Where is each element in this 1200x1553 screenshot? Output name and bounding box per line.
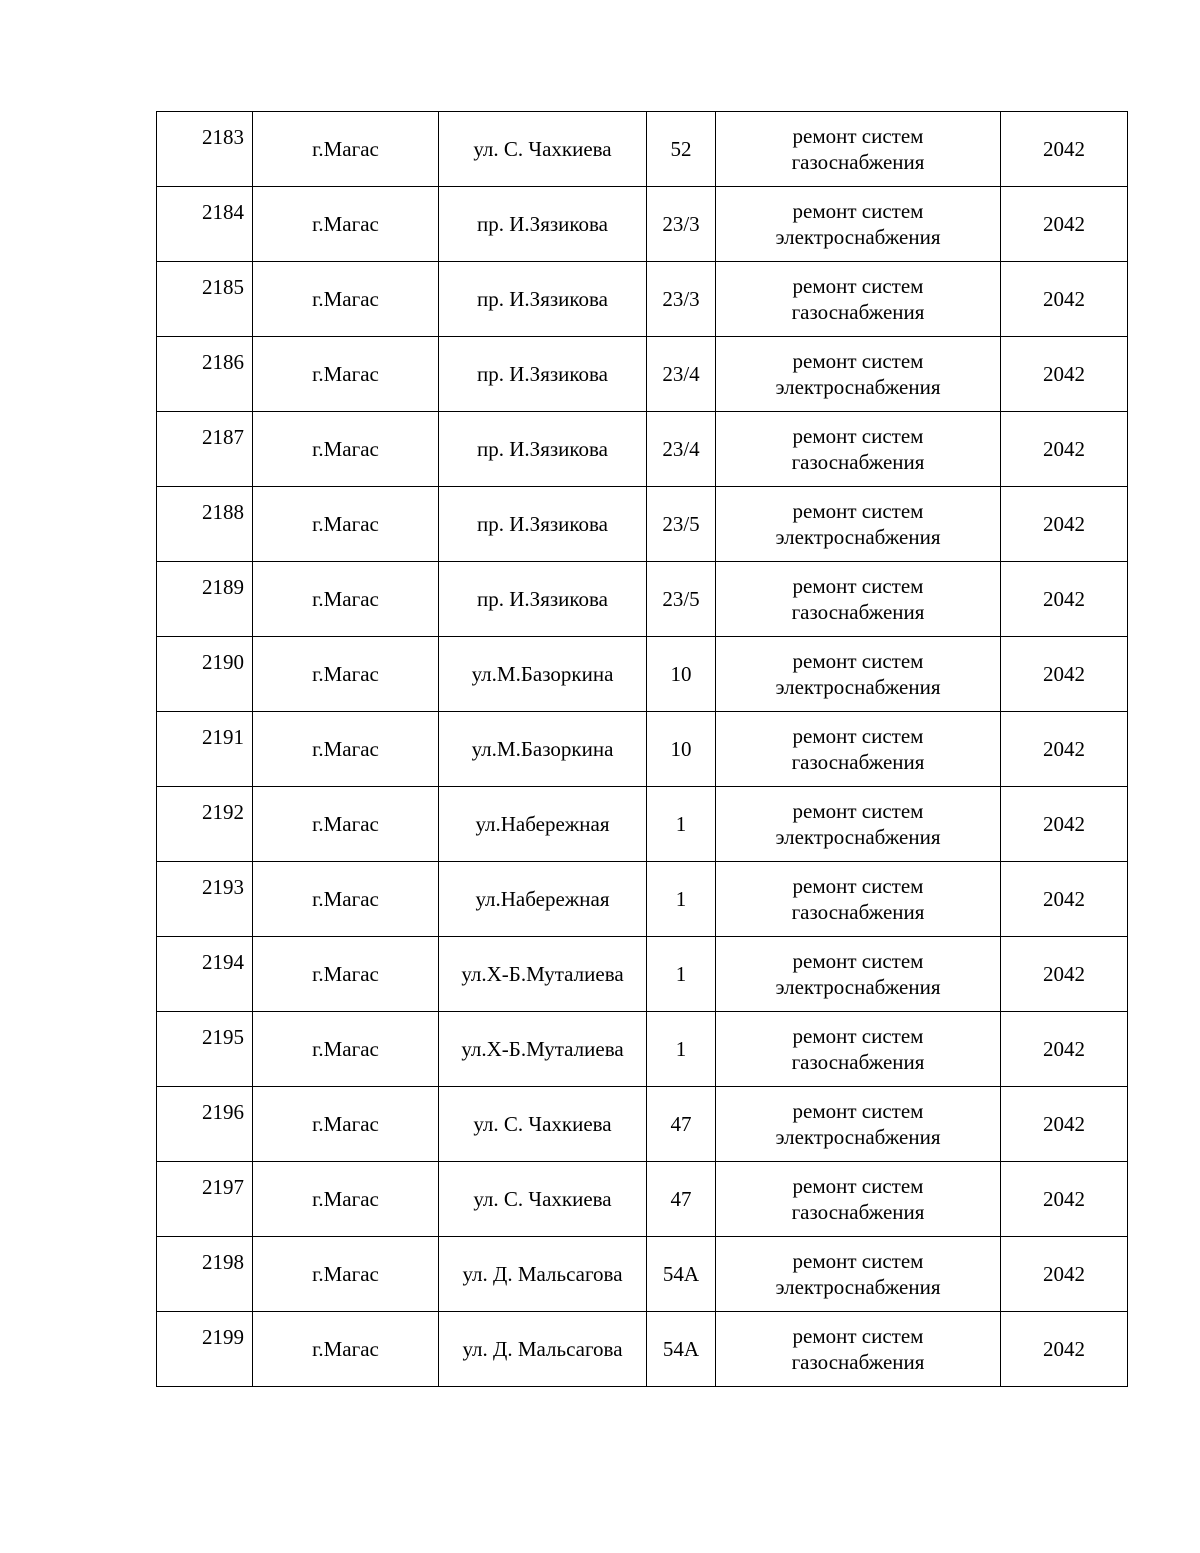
- work-type-cell: [716, 262, 1001, 337]
- year-cell: 2042: [1001, 1312, 1128, 1387]
- street-cell: ул.М.Базоркина: [439, 712, 647, 787]
- work-type-text: ремонт систем газоснабжения: [791, 724, 925, 774]
- city-cell: г.Магас: [253, 787, 439, 862]
- year-cell: 2042: [1001, 112, 1128, 187]
- work-type-cell: [716, 1237, 1001, 1312]
- city-cell: г.Магас: [253, 412, 439, 487]
- house-number-cell: 47: [647, 1087, 716, 1162]
- house-number-cell: 23/4: [647, 412, 716, 487]
- table-row: [157, 637, 1128, 712]
- work-type-cell: [716, 187, 1001, 262]
- table-row: [157, 1012, 1128, 1087]
- work-type-text: ремонт систем газоснабжения: [791, 424, 925, 474]
- row-number-cell: 2185: [157, 262, 253, 337]
- street-cell: пр. И.Зязикова: [439, 412, 647, 487]
- city-cell: г.Магас: [253, 1237, 439, 1312]
- city-cell: г.Магас: [253, 1087, 439, 1162]
- work-type-text: ремонт систем газоснабжения: [791, 274, 925, 324]
- house-number-cell: 1: [647, 862, 716, 937]
- street-cell: ул. Д. Мальсагова: [439, 1237, 647, 1312]
- city-cell: г.Магас: [253, 337, 439, 412]
- work-type-text: ремонт систем газоснабжения: [791, 574, 925, 624]
- work-type-cell: [716, 712, 1001, 787]
- row-number-cell: 2183: [157, 112, 253, 187]
- street-cell: ул. С. Чахкиева: [439, 1087, 647, 1162]
- year-cell: 2042: [1001, 862, 1128, 937]
- house-number-cell: 54А: [647, 1237, 716, 1312]
- table-row: [157, 937, 1128, 1012]
- work-type-cell: [716, 1012, 1001, 1087]
- row-number-cell: 2190: [157, 637, 253, 712]
- house-number-cell: 23/4: [647, 337, 716, 412]
- table-row: [157, 1312, 1128, 1387]
- table-row: [157, 562, 1128, 637]
- year-cell: 2042: [1001, 937, 1128, 1012]
- year-cell: 2042: [1001, 562, 1128, 637]
- year-cell: 2042: [1001, 712, 1128, 787]
- table-row: [157, 862, 1128, 937]
- work-type-text: ремонт систем электроснабжения: [775, 1099, 941, 1149]
- row-number-cell: 2198: [157, 1237, 253, 1312]
- house-number-cell: 10: [647, 712, 716, 787]
- house-number-cell: 1: [647, 787, 716, 862]
- street-cell: ул.Х-Б.Муталиева: [439, 937, 647, 1012]
- street-cell: ул. Д. Мальсагова: [439, 1312, 647, 1387]
- city-cell: г.Магас: [253, 262, 439, 337]
- street-cell: ул.Набережная: [439, 862, 647, 937]
- city-cell: г.Магас: [253, 862, 439, 937]
- table-row: [157, 1087, 1128, 1162]
- street-cell: пр. И.Зязикова: [439, 562, 647, 637]
- house-number-cell: 47: [647, 1162, 716, 1237]
- work-type-cell: [716, 637, 1001, 712]
- year-cell: 2042: [1001, 337, 1128, 412]
- work-type-text: ремонт систем электроснабжения: [775, 799, 941, 849]
- row-number-cell: 2191: [157, 712, 253, 787]
- registry-table-body: [157, 112, 1128, 1387]
- work-type-cell: [716, 937, 1001, 1012]
- work-type-cell: [716, 862, 1001, 937]
- registry-table: [156, 111, 1128, 1387]
- work-type-cell: [716, 787, 1001, 862]
- house-number-cell: 23/5: [647, 562, 716, 637]
- table-row: [157, 337, 1128, 412]
- city-cell: г.Магас: [253, 937, 439, 1012]
- row-number-cell: 2188: [157, 487, 253, 562]
- city-cell: г.Магас: [253, 1012, 439, 1087]
- city-cell: г.Магас: [253, 487, 439, 562]
- work-type-text: ремонт систем электроснабжения: [775, 1249, 941, 1299]
- work-type-text: ремонт систем электроснабжения: [775, 199, 941, 249]
- year-cell: 2042: [1001, 1237, 1128, 1312]
- row-number-cell: 2192: [157, 787, 253, 862]
- year-cell: 2042: [1001, 187, 1128, 262]
- year-cell: 2042: [1001, 637, 1128, 712]
- city-cell: г.Магас: [253, 637, 439, 712]
- work-type-cell: [716, 337, 1001, 412]
- city-cell: г.Магас: [253, 1162, 439, 1237]
- table-row: [157, 262, 1128, 337]
- house-number-cell: 52: [647, 112, 716, 187]
- street-cell: пр. И.Зязикова: [439, 262, 647, 337]
- street-cell: пр. И.Зязикова: [439, 337, 647, 412]
- row-number-cell: 2196: [157, 1087, 253, 1162]
- street-cell: пр. И.Зязикова: [439, 487, 647, 562]
- year-cell: 2042: [1001, 487, 1128, 562]
- year-cell: 2042: [1001, 1087, 1128, 1162]
- table-row: [157, 112, 1128, 187]
- row-number-cell: 2199: [157, 1312, 253, 1387]
- street-cell: ул.Набережная: [439, 787, 647, 862]
- row-number-cell: 2189: [157, 562, 253, 637]
- work-type-cell: [716, 1162, 1001, 1237]
- house-number-cell: 23/5: [647, 487, 716, 562]
- house-number-cell: 1: [647, 1012, 716, 1087]
- work-type-cell: [716, 1312, 1001, 1387]
- work-type-cell: [716, 562, 1001, 637]
- row-number-cell: 2193: [157, 862, 253, 937]
- work-type-text: ремонт систем газоснабжения: [791, 1024, 925, 1074]
- table-row: [157, 787, 1128, 862]
- work-type-text: ремонт систем электроснабжения: [775, 949, 941, 999]
- work-type-cell: [716, 412, 1001, 487]
- city-cell: г.Магас: [253, 712, 439, 787]
- street-cell: ул. С. Чахкиева: [439, 112, 647, 187]
- work-type-text: ремонт систем газоснабжения: [791, 874, 925, 924]
- street-cell: ул. С. Чахкиева: [439, 1162, 647, 1237]
- work-type-text: ремонт систем электроснабжения: [775, 649, 941, 699]
- work-type-cell: [716, 112, 1001, 187]
- city-cell: г.Магас: [253, 1312, 439, 1387]
- table-row: [157, 712, 1128, 787]
- street-cell: пр. И.Зязикова: [439, 187, 647, 262]
- work-type-text: ремонт систем электроснабжения: [775, 349, 941, 399]
- house-number-cell: 10: [647, 637, 716, 712]
- work-type-text: ремонт систем электроснабжения: [775, 499, 941, 549]
- row-number-cell: 2194: [157, 937, 253, 1012]
- row-number-cell: 2184: [157, 187, 253, 262]
- year-cell: 2042: [1001, 412, 1128, 487]
- year-cell: 2042: [1001, 1162, 1128, 1237]
- row-number-cell: 2195: [157, 1012, 253, 1087]
- work-type-cell: [716, 487, 1001, 562]
- work-type-text: ремонт систем газоснабжения: [791, 1324, 925, 1374]
- row-number-cell: 2197: [157, 1162, 253, 1237]
- house-number-cell: 1: [647, 937, 716, 1012]
- table-row: [157, 187, 1128, 262]
- street-cell: ул.Х-Б.Муталиева: [439, 1012, 647, 1087]
- house-number-cell: 54А: [647, 1312, 716, 1387]
- city-cell: г.Магас: [253, 562, 439, 637]
- work-type-cell: [716, 1087, 1001, 1162]
- work-type-text: ремонт систем газоснабжения: [791, 124, 925, 174]
- table-row: [157, 1237, 1128, 1312]
- house-number-cell: 23/3: [647, 262, 716, 337]
- house-number-cell: 23/3: [647, 187, 716, 262]
- table-row: [157, 412, 1128, 487]
- street-cell: ул.М.Базоркина: [439, 637, 647, 712]
- year-cell: 2042: [1001, 1012, 1128, 1087]
- table-row: [157, 1162, 1128, 1237]
- city-cell: г.Магас: [253, 187, 439, 262]
- year-cell: 2042: [1001, 262, 1128, 337]
- city-cell: г.Магас: [253, 112, 439, 187]
- row-number-cell: 2186: [157, 337, 253, 412]
- table-row: [157, 487, 1128, 562]
- year-cell: 2042: [1001, 787, 1128, 862]
- work-type-text: ремонт систем газоснабжения: [791, 1174, 925, 1224]
- row-number-cell: 2187: [157, 412, 253, 487]
